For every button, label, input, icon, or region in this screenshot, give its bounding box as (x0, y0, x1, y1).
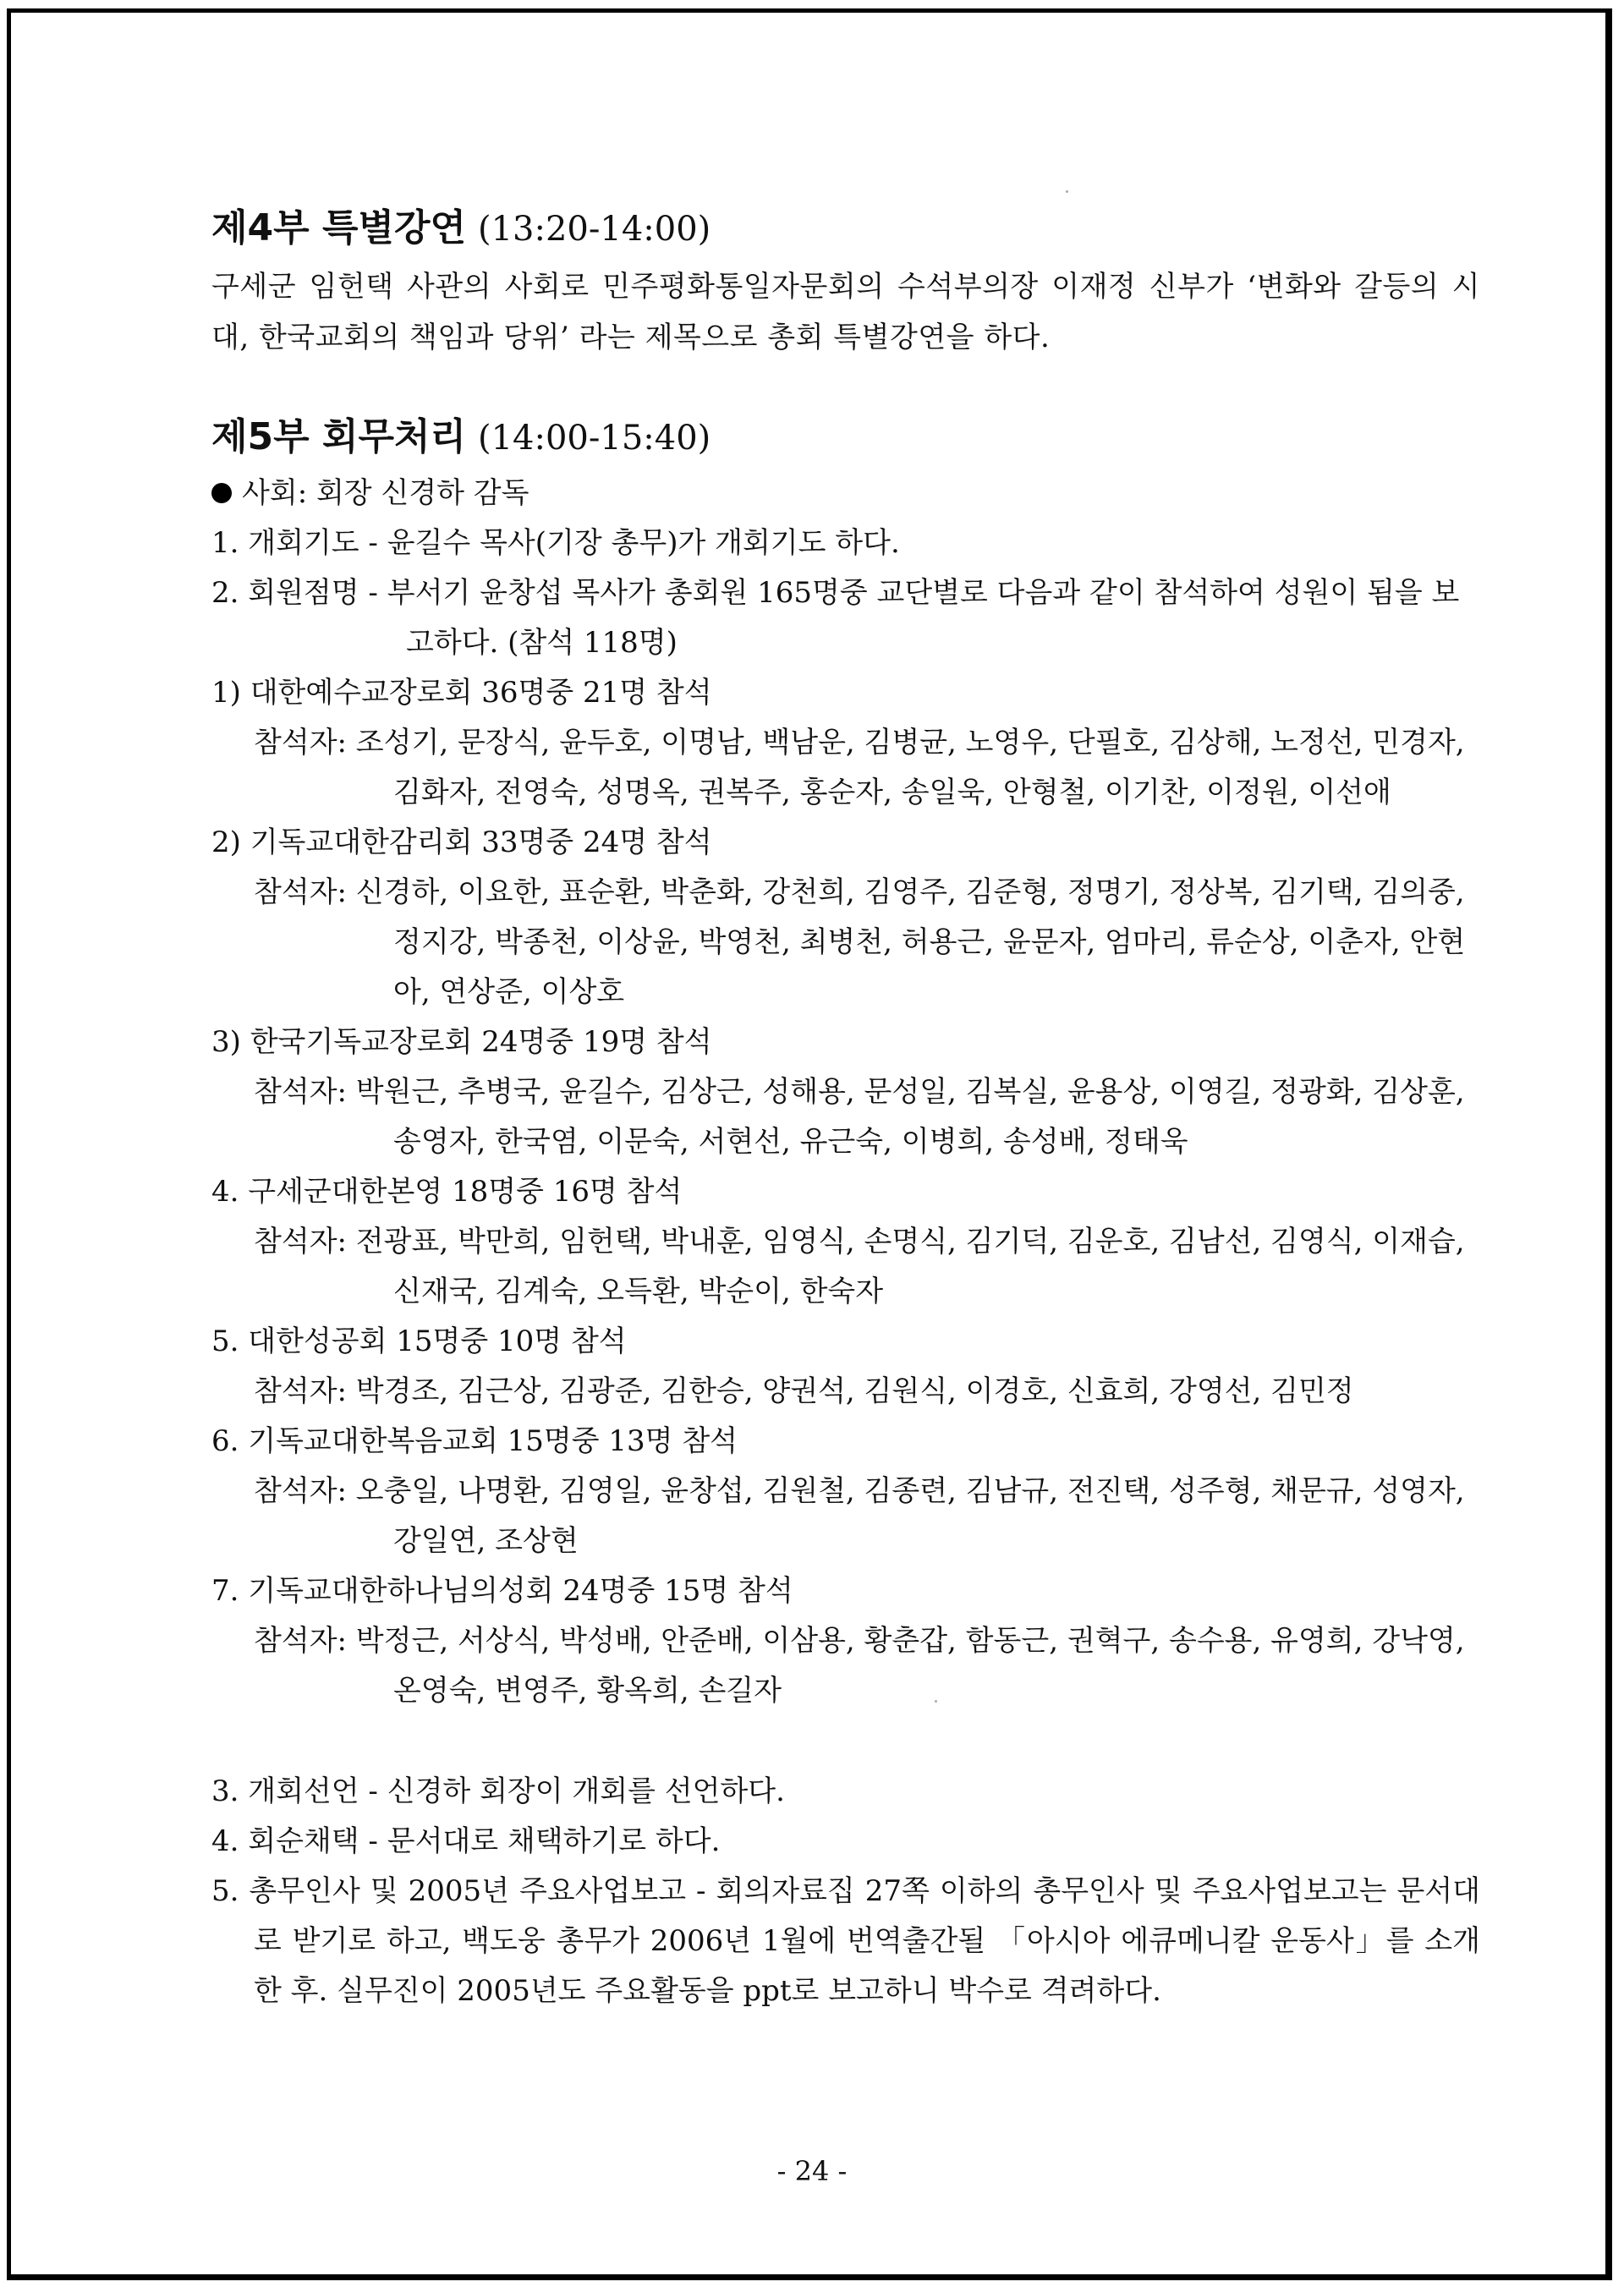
section4-title: 제4부 특별강연 (211, 206, 466, 250)
attendance-group-heading: 5. 대한성공회 15명중 10명 참석 (211, 1324, 627, 1358)
attendance-groups (211, 668, 1480, 1716)
section4-time: (13:20-14:00) (477, 210, 711, 249)
attendance-group-heading: 3) 한국기독교장로회 24명중 19명 참석 (211, 1025, 712, 1059)
scan-speck (1066, 190, 1068, 193)
attendance-group-names: 참석자: 신경하, 이요한, 표순환, 박춘화, 강천희, 김영주, 김준형, 정명기, 정상복, 김기택, 김의중, 정지강, 박종천, 이상윤, 박영천, 최병천, 허용근, 윤문자, 엄마리, 류순상, 이춘자, 안현아, 연상준, 이상호 (254, 875, 1466, 1009)
item-opening-declaration: 3. 개회선언 - 신경하 회장이 개회를 선언하다. (211, 1774, 785, 1808)
attendance-group-heading: 1) 대한예수교장로회 36명중 21명 참석 (211, 676, 712, 710)
attendance-group-heading: 7. 기독교대한하나님의성회 24명중 15명 참석 (211, 1574, 793, 1608)
section4-heading (211, 203, 1480, 255)
attendance-group-names: 참석자: 박원근, 추병국, 윤길수, 김상근, 성해용, 문성일, 김복실, 윤용상, 이영길, 정광화, 김상훈, 송영자, 한국염, 이문숙, 서현선, 유근숙, 이병희, 송성배, 정태욱 (254, 1075, 1465, 1159)
bullet-icon (211, 483, 232, 503)
attendance-group-heading: 6. 기독교대한복음교회 15명중 13명 참석 (211, 1424, 738, 1458)
chair-text: 사회: 회장 신경하 감독 (242, 476, 529, 510)
attendance-group-names: 참석자: 전광표, 박만희, 임헌택, 박내훈, 임영식, 손명식, 김기덕, 김운호, 김남선, 김영식, 이재습, 신재국, 김계숙, 오득환, 박순이, 한숙자 (254, 1225, 1465, 1308)
item-roll-call: 2. 회원점명 - 부서기 윤창섭 목사가 총회원 165명중 교단별로 다음과 같이 참석하여 성원이 됨을 보고하다. (참석 118명) (211, 576, 1460, 660)
attendance-group-names: 참석자: 오충일, 나명환, 김영일, 윤창섭, 김원철, 김종련, 김남규, 전진택, 성주형, 채문규, 성영자, 강일연, 조상현 (254, 1474, 1465, 1558)
attendance-group-names: 참석자: 박정근, 서상식, 박성배, 안준배, 이삼용, 황춘갑, 함동근, 권혁구, 송수용, 유영희, 강낙영, 온영숙, 변영주, 황옥희, 손길자 (254, 1624, 1465, 1708)
section4-body: 구세군 임헌택 사관의 사회로 민주평화통일자문회의 수석부의장 이재정 신부가 ‘변화와 갈등의 시대, 한국교회의 책임과 당위’ 라는 제목으로 총회 특별강연을 하다. (211, 270, 1480, 354)
chair-line (211, 469, 1480, 518)
attendance-group-names: 참석자: 박경조, 김근상, 김광준, 김한승, 양권석, 김원식, 이경호, 신효희, 강영선, 김민정 (254, 1374, 1354, 1408)
section5-title: 제5부 회무처리 (211, 415, 466, 458)
attendance-group-heading: 2) 기독교대한감리회 33명중 24명 참석 (211, 825, 712, 859)
spacer (211, 1716, 1480, 1767)
attendance-group-names: 참석자: 조성기, 문장식, 윤두호, 이명남, 백남운, 김병균, 노영우, 단필호, 김상해, 노정선, 민경자, 김화자, 전영숙, 성명옥, 권복주, 홍순자, 송일욱, 안형철, 이기찬, 이정원, 이선애 (254, 726, 1465, 809)
page-number: - 24 - (776, 2155, 848, 2187)
section5-time: (14:00-15:40) (477, 419, 711, 458)
item-general-secretary-report: 5. 총무인사 및 2005년 주요사업보고 - 회의자료집 27쪽 이하의 총무인사 및 주요사업보고는 문서대로 받기로 하고, 백도웅 총무가 2006년 1월에 번역출간될 「아시아 에큐메니칼 운동사」를 소개한 후. 실무진이 2005년도 주요활동을 ppt로 보고하니 박수로 격려하다. (211, 1874, 1480, 2008)
section5-heading (211, 412, 1480, 463)
document-body (211, 203, 1480, 2016)
item-opening-prayer: 1. 개회기도 - 윤길수 목사(기장 총무)가 개회기도 하다. (211, 526, 900, 560)
item-agenda-adoption: 4. 회순채택 - 문서대로 채택하기로 하다. (211, 1824, 721, 1858)
attendance-group-heading: 4. 구세군대한본영 18명중 16명 참석 (211, 1175, 683, 1209)
